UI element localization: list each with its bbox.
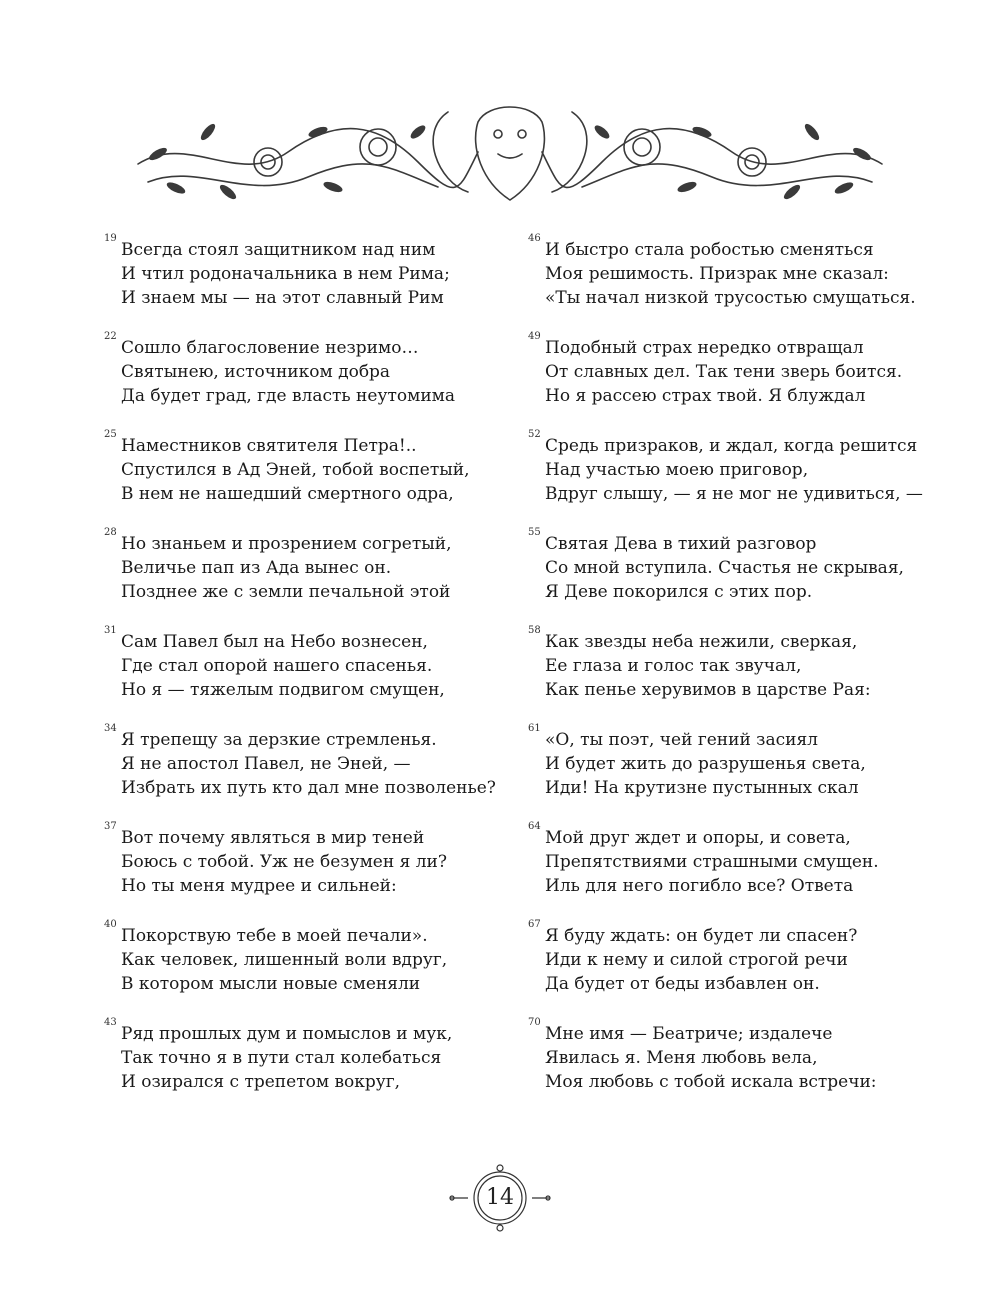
line-number: 70 [528,1017,541,1028]
verse-text: Но я рассею страх твой. Я блуждал [545,386,866,406]
line-number: 40 [104,919,117,930]
line-number: 46 [528,233,541,244]
stanza [528,625,928,700]
line-number: 19 [104,233,117,244]
verse-text: Иль для него погибло все? Ответа [545,876,854,896]
verse-text: Средь призраков, и ждал, когда решится [545,436,918,456]
verse-line [528,678,928,702]
verse-text: И чтил родоначальника в нем Рима; [121,264,450,284]
line-number: 67 [528,919,541,930]
stanza [528,919,928,994]
verse-text: Вдруг слышу, — я не мог не удивиться, — [545,484,923,504]
verse-line [528,1017,928,1046]
verse-text: Мой друг ждет и опоры, и совета, [545,828,851,848]
line-number: 22 [104,331,117,342]
verse-line [528,429,928,458]
verse-line [528,972,928,996]
verse-text: Где стал опорой нашего спасенья. [121,656,433,676]
verse-line [528,262,928,286]
verse-text: Подобный страх нередко отвращал [545,338,864,358]
line-number: 37 [104,821,117,832]
verse-line [104,286,504,310]
decorative-ornament-header [118,92,902,210]
verse-line [104,1070,504,1094]
verse-text: Ее глаза и голос так звучал, [545,656,802,676]
verse-text: Явилась я. Меня любовь вела, [545,1048,818,1068]
verse-line [104,919,504,948]
verse-line [104,429,504,458]
verse-line [528,527,928,556]
verse-line [528,850,928,874]
verse-line [104,654,504,678]
line-number: 55 [528,527,541,538]
page-number: 14 [486,1185,514,1210]
verse-text: Я Деве покорился с этих пор. [545,582,813,602]
verse-line [104,482,504,506]
verse-line [104,458,504,482]
verse-line [528,1046,928,1070]
verse-line [104,580,504,604]
verse-line [104,384,504,408]
verse-text: В нем не нашедший смертного одра, [121,484,454,504]
verse-line [528,776,928,800]
line-number: 64 [528,821,541,832]
verse-text: Иди к нему и силой строгой речи [545,950,848,970]
verse-text: Величье пап из Ада вынес он. [121,558,392,578]
verse-text: Позднее же с земли печальной этой [121,582,451,602]
verse-line [104,262,504,286]
line-number: 25 [104,429,117,440]
line-number: 61 [528,723,541,734]
verse-line [104,752,504,776]
verse-line [528,482,928,506]
verse-line [528,821,928,850]
verse-text: Иди! На крутизне пустынных скал [545,778,859,798]
verse-text: Ряд прошлых дум и помыслов и мук, [121,1024,453,1044]
stanza [528,821,928,896]
left-verse-column [104,233,504,1120]
verse-line [528,1070,928,1094]
verse-text: Моя любовь с тобой искала встречи: [545,1072,877,1092]
line-number: 58 [528,625,541,636]
stanza [104,527,504,602]
stanza [528,527,928,602]
verse-line [104,874,504,898]
verse-text: Моя решимость. Призрак мне сказал: [545,264,889,284]
verse-text: От славных дел. Так тени зверь боится. [545,362,903,382]
verse-line [104,1046,504,1070]
verse-text: Да будет от беды избавлен он. [545,974,820,994]
verse-line [528,286,928,310]
stanza [104,723,504,798]
stanza [528,233,928,308]
verse-line [528,948,928,972]
verse-line [104,776,504,800]
verse-line [528,919,928,948]
verse-line [104,556,504,580]
line-number: 43 [104,1017,117,1028]
verse-text: Сам Павел был на Небо вознесен, [121,632,428,652]
verse-line [104,948,504,972]
verse-line [528,580,928,604]
verse-text: Я не апостол Павел, не Эней, — [121,754,411,774]
line-number: 52 [528,429,541,440]
verse-text: Так точно я в пути стал колебаться [121,1048,442,1068]
verse-text: Да будет град, где власть неутомима [121,386,456,406]
stanza [104,919,504,994]
verse-line [104,850,504,874]
verse-text: Над участью моею приговор, [545,460,809,480]
stanza [104,429,504,504]
verse-text: Как пенье херувимов в царстве Рая: [545,680,871,700]
verse-line [104,821,504,850]
verse-text: Я трепещу за дерзкие стремленья. [121,730,437,750]
verse-line [528,458,928,482]
verse-text: «О, ты поэт, чей гений засиял [545,730,818,750]
verse-text: Препятствиями страшными смущен. [545,852,879,872]
verse-line [528,874,928,898]
line-number: 49 [528,331,541,342]
verse-text: И будет жить до разрушенья света, [545,754,866,774]
verse-line [104,1017,504,1046]
stanza [528,1017,928,1092]
verse-text: И озирался с трепетом вокруг, [121,1072,401,1092]
line-number: 34 [104,723,117,734]
verse-line [528,625,928,654]
verse-text: Святая Дева в тихий разговор [545,534,817,554]
verse-text: Наместников святителя Петра!.. [121,436,417,456]
verse-text: Боюсь с тобой. Уж не безумен я ли? [121,852,447,872]
verse-line [528,556,928,580]
stanza [104,821,504,896]
verse-line [528,233,928,262]
verse-line [104,678,504,702]
verse-text: Вот почему являться в мир теней [121,828,425,848]
verse-text: Сошло благословение незримо… [121,338,419,358]
verse-line [104,331,504,360]
stanza [104,331,504,406]
verse-text: Как звезды неба нежили, сверкая, [545,632,858,652]
verse-line [528,654,928,678]
verse-line [528,723,928,752]
verse-line [104,723,504,752]
verse-line [528,331,928,360]
line-number: 28 [104,527,117,538]
verse-text: Но я — тяжелым подвигом смущен, [121,680,445,700]
verse-line [104,625,504,654]
verse-text: «Ты начал низкой трусостью смущаться. [545,288,916,308]
verse-line [528,752,928,776]
right-verse-column [528,233,928,1120]
verse-text: Избрать их путь кто дал мне позволенье? [121,778,496,798]
verse-text: Святынею, источником добра [121,362,391,382]
line-number: 31 [104,625,117,636]
verse-text: В котором мысли новые сменяли [121,974,421,994]
verse-text: Но знаньем и прозрением согретый, [121,534,452,554]
verse-text: Спустился в Ад Эней, тобой воспетый, [121,460,470,480]
verse-text: Всегда стоял защитником над ним [121,240,436,260]
verse-text: И быстро стала робостью сменяться [545,240,874,260]
verse-text: Покорствую тебе в моей печали». [121,926,428,946]
stanza [528,331,928,406]
verse-line [528,384,928,408]
verse-text: Как человек, лишенный воли вдруг, [121,950,448,970]
verse-text: Со мной вступила. Счастья не скрывая, [545,558,904,578]
verse-text: Я буду ждать: он будет ли спасен? [545,926,858,946]
verse-line [104,527,504,556]
verse-text: И знаем мы — на этот славный Рим [121,288,444,308]
stanza [528,723,928,798]
verse-line [104,972,504,996]
page-number-medallion [448,1156,552,1260]
stanza [104,1017,504,1092]
stanza [104,233,504,308]
verse-line [104,233,504,262]
verse-line [528,360,928,384]
verse-text: Но ты меня мудрее и сильней: [121,876,397,896]
stanza [528,429,928,504]
verse-text: Мне имя — Беатриче; издалече [545,1024,833,1044]
stanza [104,625,504,700]
verse-line [104,360,504,384]
